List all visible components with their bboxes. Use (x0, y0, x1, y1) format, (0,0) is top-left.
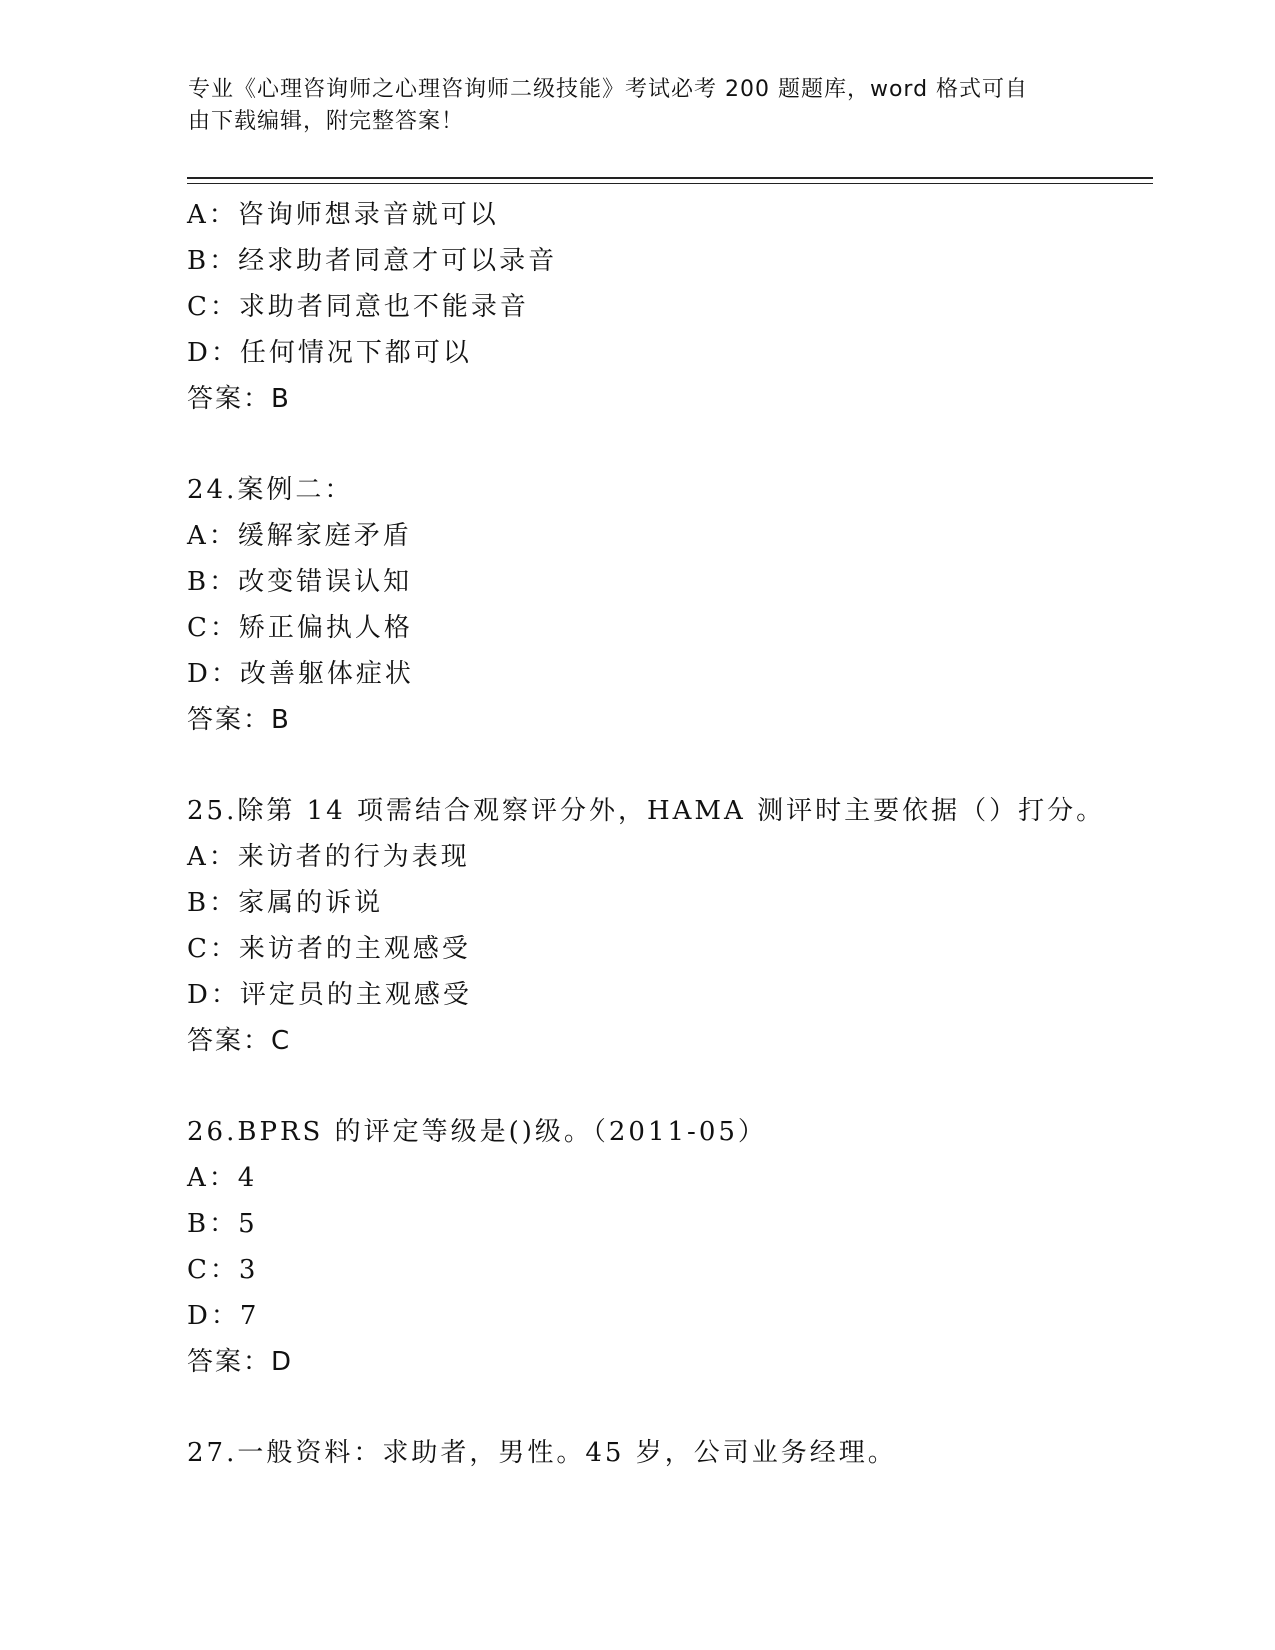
question-block (187, 1109, 1147, 1385)
option-b: B：改变错误认知 (187, 567, 413, 597)
option-c: C：求助者同意也不能录音 (187, 292, 529, 322)
question-block (187, 192, 1147, 422)
header-divider-thick (187, 177, 1153, 179)
option-c: C：矫正偏执人格 (187, 613, 413, 643)
option-d: D：改善躯体症状 (187, 659, 414, 689)
question-text: 27.一般资料：求助者，男性。45 岁，公司业务经理。 (187, 1438, 897, 1468)
option-a: A：4 (187, 1163, 258, 1193)
question-block (187, 467, 1147, 743)
header-line-2: 由下载编辑，附完整答案！ (188, 109, 465, 134)
option-a: A：咨询师想录音就可以 (187, 200, 499, 230)
answer-line: 答案：B (187, 384, 291, 414)
option-a: A：来访者的行为表现 (187, 842, 470, 872)
option-b: B：家属的诉说 (187, 888, 384, 918)
answer-line: 答案：D (187, 1347, 294, 1377)
option-c: C：3 (187, 1255, 259, 1285)
option-d: D：评定员的主观感受 (187, 980, 472, 1010)
header-divider-thin (187, 183, 1153, 184)
option-b: B：5 (187, 1209, 258, 1239)
answer-line: 答案：B (187, 705, 291, 735)
option-d: D：任何情况下都可以 (187, 338, 472, 368)
question-text: 24.案例二： (187, 475, 354, 505)
question-text: 26.BPRS 的评定等级是()级。（2011-05） (187, 1117, 767, 1147)
answer-line: 答案：C (187, 1026, 292, 1056)
question-list (187, 192, 1147, 1476)
question-block (187, 788, 1147, 1064)
question-block (187, 1430, 1147, 1476)
option-a: A：缓解家庭矛盾 (187, 521, 412, 551)
question-text: 25.除第 14 项需结合观察评分外，HAMA 测评时主要依据（）打分。 (187, 796, 1106, 826)
option-d: D：7 (187, 1301, 260, 1331)
option-b: B：经求助者同意才可以录音 (187, 246, 558, 276)
option-c: C：来访者的主观感受 (187, 934, 471, 964)
header-line-1: 专业《心理咨询师之心理咨询师二级技能》考试必考 200 题题库，word 格式可自 (188, 77, 1029, 102)
document-header (188, 74, 1068, 138)
